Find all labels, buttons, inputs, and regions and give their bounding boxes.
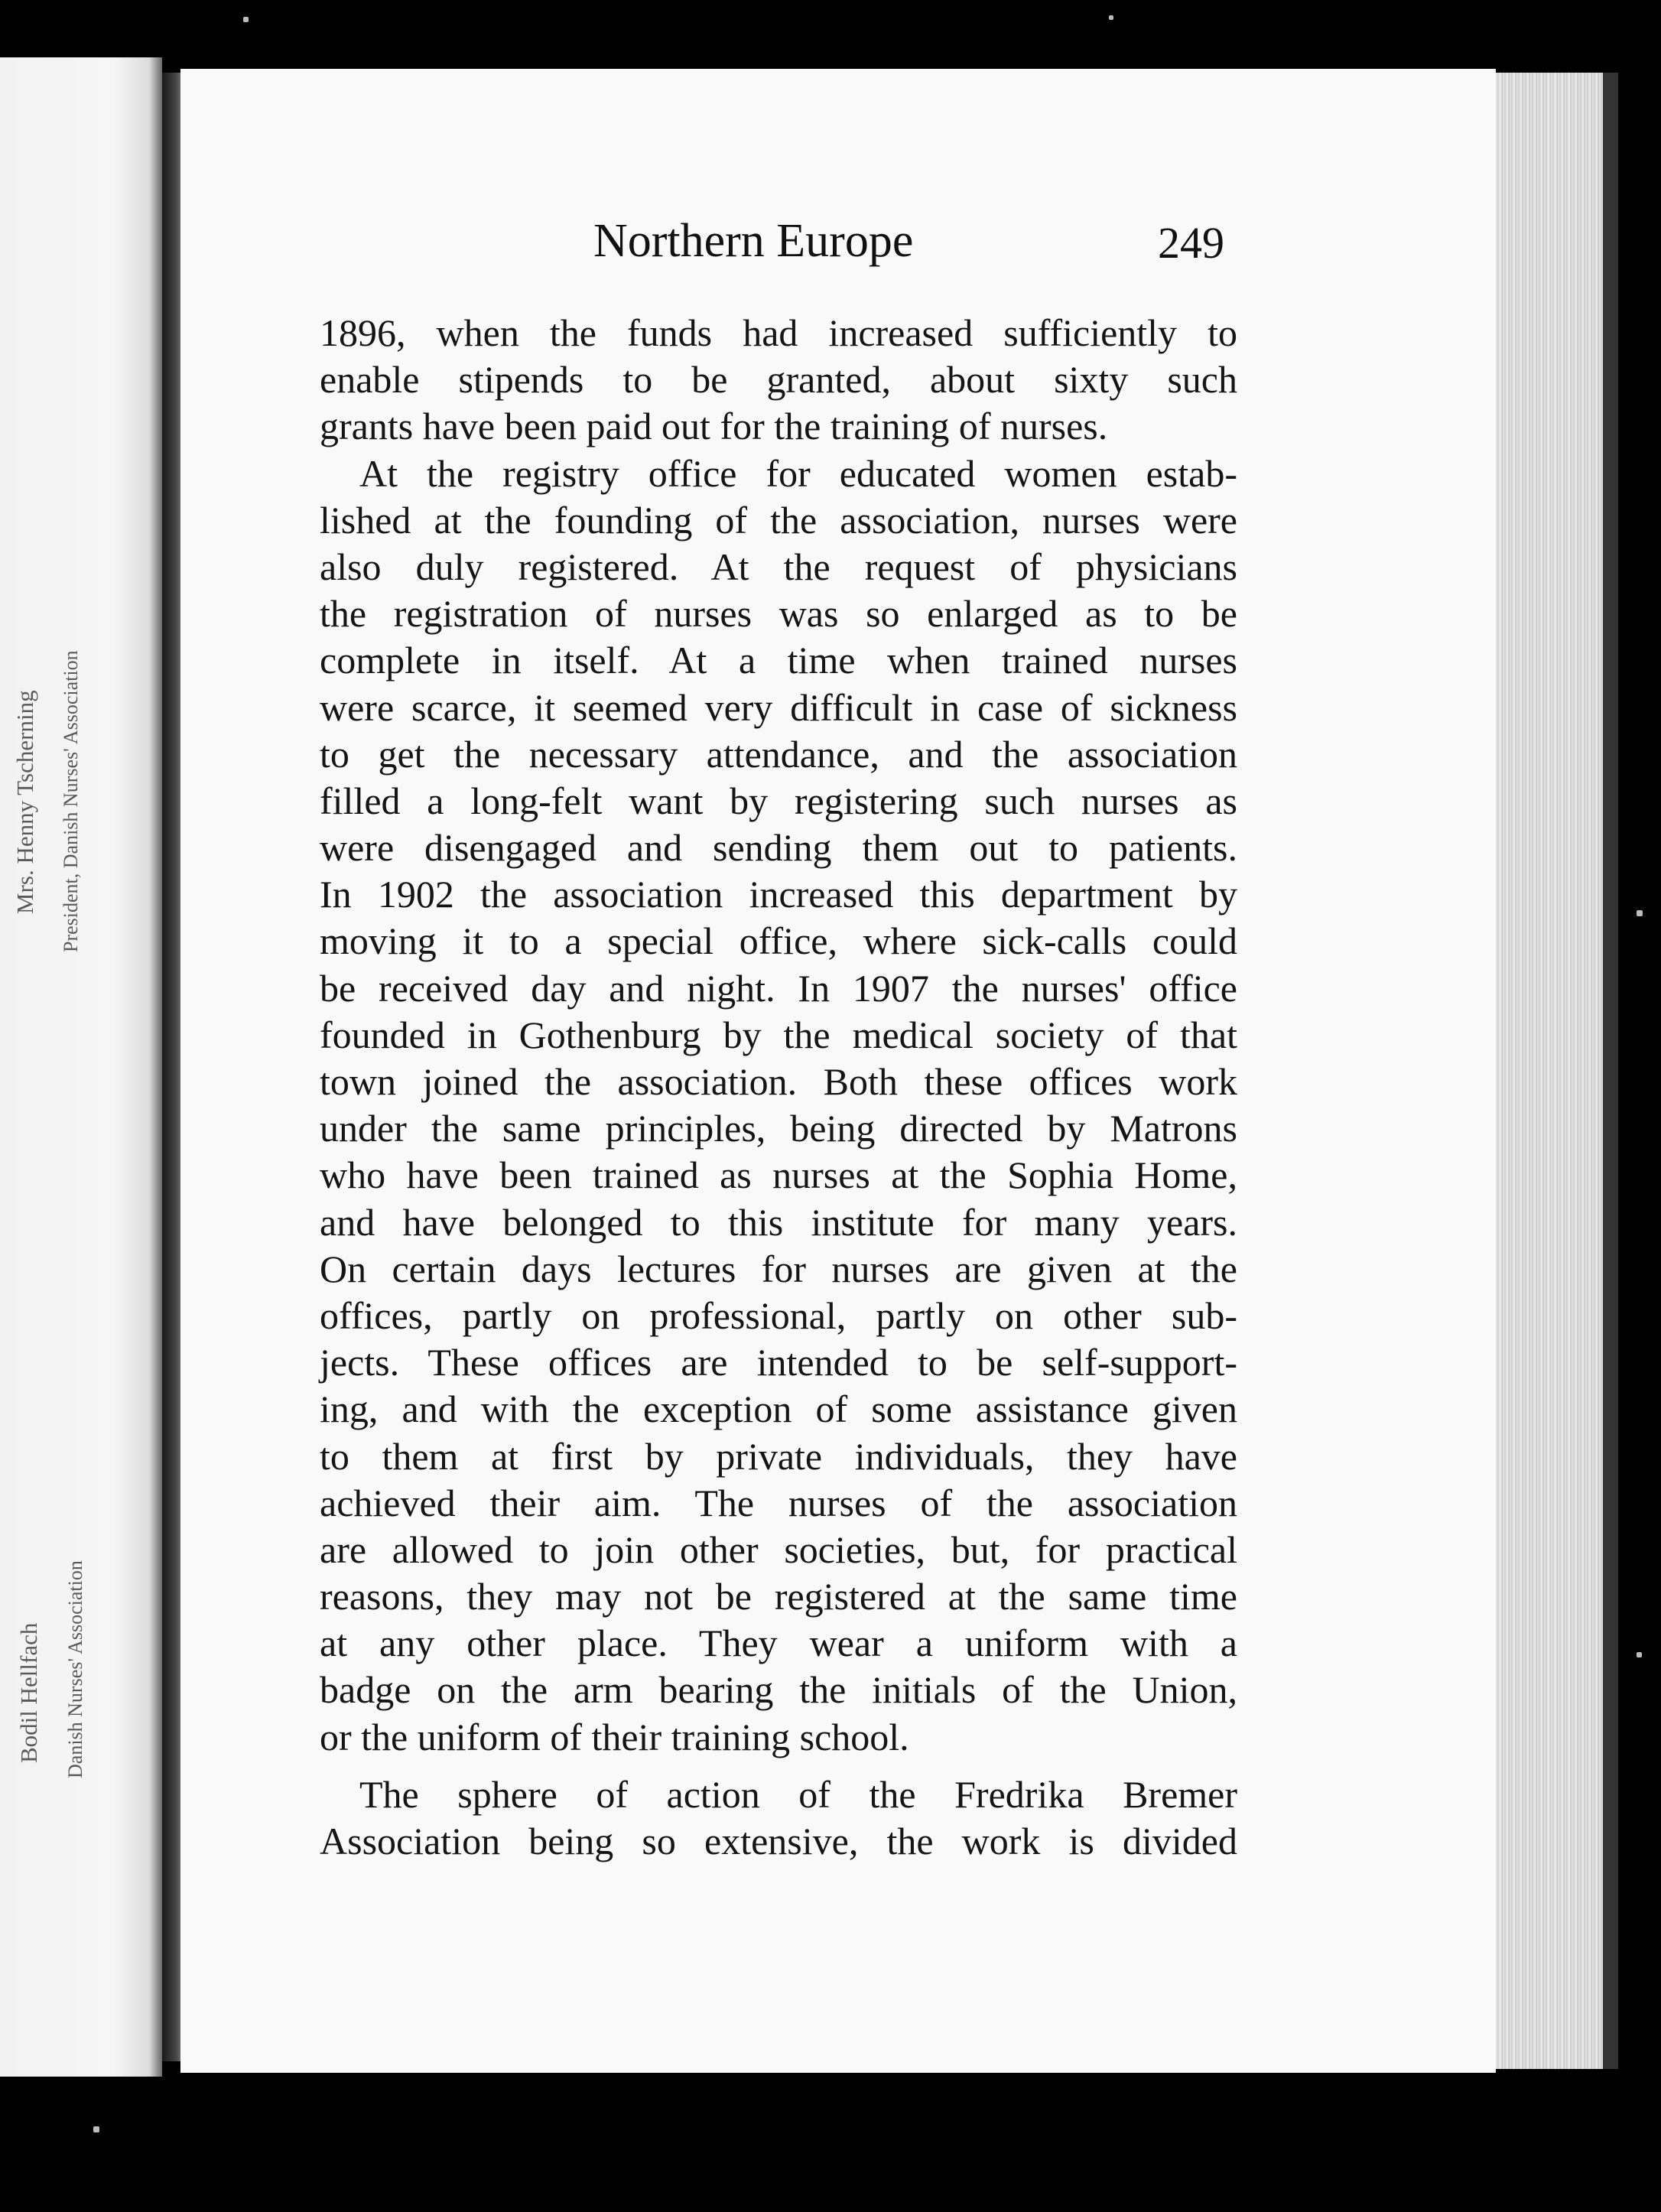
text-line: The sphere of action of the Fredrika Bremer: [359, 1772, 1237, 1816]
text-line: In 1902 the association increased this department by: [320, 873, 1237, 916]
text-line: or the uniform of their training school.: [320, 1715, 909, 1758]
text-line: grants have been paid out for the training of nurses.: [320, 405, 1108, 448]
text-line: the registration of nurses was so enlarged as to be: [320, 592, 1237, 636]
text-line: under the same principles, being directed by Matrons: [320, 1107, 1237, 1150]
text-line: ing, and with the exception of some assistance given: [320, 1387, 1237, 1431]
plate-caption-name-2: Bodil Hellfach: [15, 1622, 42, 1763]
text-line: reasons, they may not be registered at the same time: [320, 1575, 1237, 1618]
text-line: to them at first by private individuals, they have: [320, 1434, 1237, 1478]
text-line: 1896, when the funds had increased sufficiently to: [320, 311, 1237, 354]
text-line: also duly registered. At the request of physicians: [320, 545, 1237, 588]
text-line: who have been trained as nurses at the Sophia Home,: [320, 1153, 1237, 1197]
text-line: On certain days lectures for nurses are given at the: [320, 1247, 1237, 1290]
book-edge-shadow: [1603, 73, 1618, 2069]
text-line: badge on the arm bearing the initials of the Union,: [320, 1668, 1237, 1712]
text-line: to get the necessary attendance, and the association: [320, 732, 1237, 776]
plate-caption-title-1: President, Danish Nurses' Association: [60, 650, 82, 952]
text-line: town joined the association. Both these offices work: [320, 1060, 1237, 1103]
text-line: offices, partly on professional, partly on other sub-: [320, 1293, 1237, 1337]
plate-caption-name-1: Mrs. Henny Tscherning: [11, 690, 38, 914]
text-line: at any other place. They wear a uniform with a: [320, 1622, 1237, 1665]
text-line: be received day and night. In 1907 the nurses' office: [320, 966, 1237, 1010]
running-head: Northern Europe: [593, 215, 914, 267]
paragraph: [320, 451, 1237, 1761]
text-line: achieved their aim. The nurses of the association: [320, 1481, 1237, 1524]
text-line: are allowed to join other societies, but, for practical: [320, 1527, 1237, 1571]
scan-speck: [243, 17, 249, 22]
text-line: founded in Gothenburg by the medical society of that: [320, 1013, 1237, 1056]
scan-speck: [1637, 1652, 1642, 1657]
text-line: were scarce, it seemed very difficult in case of sickness: [320, 685, 1237, 729]
paragraph: [320, 1771, 1237, 1865]
text-line: At the registry office for educated women estab-: [359, 451, 1237, 495]
scan-speck: [1109, 15, 1113, 20]
page-stack-edges: [1496, 73, 1603, 2069]
text-line: filled a long-felt want by registering such nurses as: [320, 779, 1237, 822]
scan-speck: [1637, 910, 1643, 916]
text-line: jects. These offices are intended to be self-support-: [320, 1341, 1237, 1384]
paragraph: [320, 310, 1237, 451]
text-line: Association being so extensive, the work is divided: [320, 1820, 1237, 1862]
plate-caption-title-2: Danish Nurses' Association: [64, 1560, 86, 1778]
text-line: complete in itself. At a time when trained nurses: [320, 639, 1237, 682]
body-text: [320, 310, 1237, 1865]
text-line: and have belonged to this institute for many years.: [320, 1200, 1237, 1244]
text-line: were disengaged and sending them out to patients.: [320, 826, 1237, 870]
text-line: moving it to a special office, where sick-calls could: [320, 919, 1237, 963]
facing-plate-leaf: [0, 57, 162, 2077]
page-number: 249: [1158, 218, 1224, 268]
scan-speck: [93, 2126, 99, 2132]
text-line: enable stipends to be granted, about sixty such: [320, 358, 1237, 402]
text-line: lished at the founding of the association, nurses were: [320, 498, 1237, 542]
